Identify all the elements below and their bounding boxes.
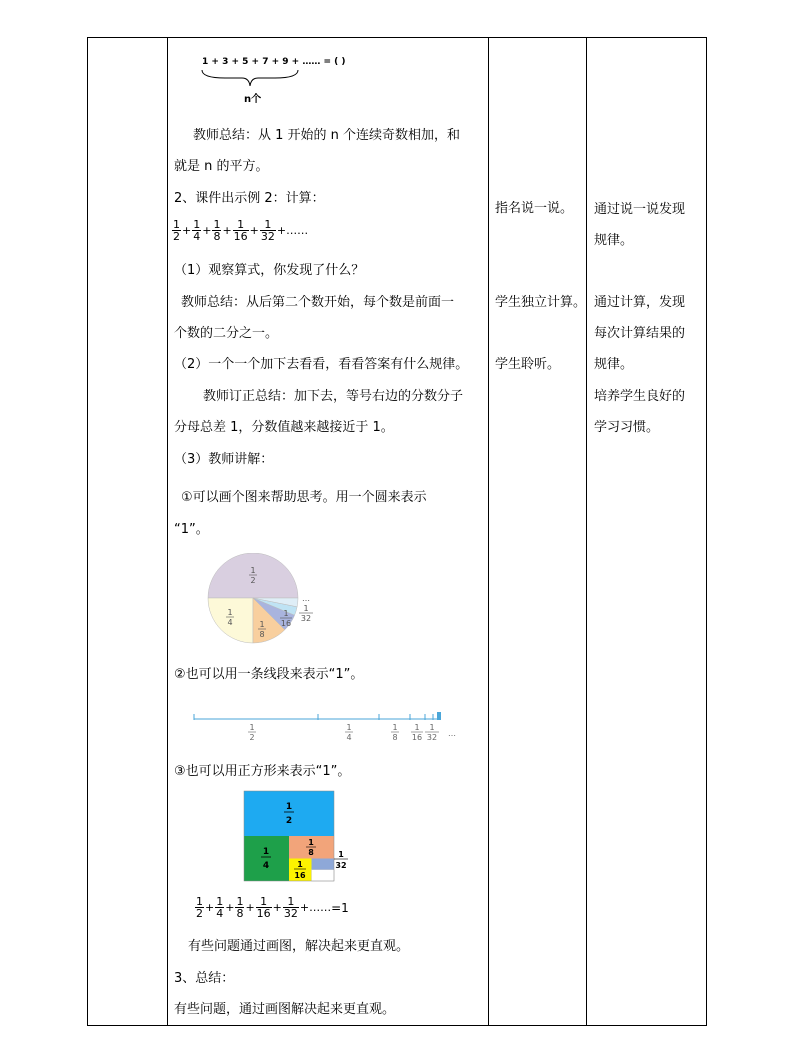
student-activity-2: 学生独立计算。 (495, 295, 587, 310)
square-thirtysecond (312, 859, 335, 870)
summary1-line2: 就是 n 的平方。 (174, 159, 269, 174)
square-quarter (244, 836, 289, 881)
line-text: ②也可以用一条线段来表示“1”。 (174, 667, 364, 682)
series-formula: $\frac{1}{2}$ + $\frac{1}{4}$ + $\frac{1}{8}$ + $\frac{1}{16}$ + $\frac{1}{32}$ +…… (173, 218, 309, 243)
pie-label-half-n: 1 (250, 566, 256, 575)
pie-diagram (196, 553, 326, 648)
intent-1-line1: 通过说一说发现 (594, 202, 686, 217)
segment-label-half-n: 1 (249, 723, 255, 732)
question-1: （1）观察算式，你发现了什么？ (174, 263, 365, 278)
square-label-thirtysecond-n: 1 (338, 850, 344, 859)
series-frac-3: $\frac{1}{16}$ (233, 218, 248, 243)
series-frac-0: $\frac{1}{2}$ (173, 218, 180, 243)
result-frac-2: $\frac{1}{8}$ (236, 895, 244, 920)
segment-label-thirtysecond-d: 32 (426, 733, 438, 742)
result-frac-3: $\frac{1}{16}$ (256, 895, 271, 920)
circle-line1: ①可以画个图来帮助思考。用一个圆来表示 (181, 490, 427, 505)
result-frac-1: $\frac{1}{4}$ (216, 895, 224, 920)
summary2-line2: 个数的二分之一。 (174, 326, 279, 341)
question-3: （3）教师讲解： (174, 452, 274, 467)
square-label-half-n: 1 (285, 802, 293, 812)
table-col-line-2 (488, 37, 489, 1026)
pie-label-quarter-d: 4 (227, 618, 233, 627)
segment-ellipsis: … (448, 729, 456, 738)
segment-label-sixteenth-d: 16 (411, 733, 423, 742)
segment-label-sixteenth-n: 1 (414, 723, 420, 732)
segment-label-eighth-d: 8 (392, 733, 398, 742)
intent-2-line1: 通过计算，发现 (594, 295, 686, 310)
brace-label: n个 (244, 94, 262, 105)
summary3-line1: 教师订正总结：加下去，等号右边的分数分子 (203, 389, 464, 404)
segment-label-quarter-n: 1 (346, 723, 352, 732)
pie-label-thirtysecond-n: 1 (303, 604, 309, 613)
student-activity-3: 学生聆听。 (495, 357, 561, 372)
intent-2-line2: 每次计算结果的 (594, 326, 686, 341)
square-text: ③也可以用正方形来表示“1”。 (174, 764, 351, 779)
result-frac-4: $\frac{1}{32}$ (283, 895, 298, 920)
pie-label-thirtysecond-d: 32 (300, 614, 312, 623)
square-half (244, 791, 334, 836)
square-label-eighth-d: 8 (308, 848, 314, 857)
pie-label-quarter-n: 1 (227, 608, 233, 617)
intent-3-line1: 培养学生良好的 (594, 389, 686, 404)
student-activity-1: 指名说一说。 (495, 201, 574, 216)
table-bottom-border (87, 1025, 707, 1026)
pie-label-sixteenth-n: 1 (283, 609, 289, 618)
pie-label-half-d: 2 (250, 576, 256, 585)
pie-label-sixteenth-d: 16 (280, 619, 292, 628)
series-frac-2: $\frac{1}{8}$ (213, 218, 221, 243)
segment-label-quarter-d: 4 (346, 733, 352, 742)
segment-diagram (190, 708, 460, 748)
summary2-line1: 教师总结：从后第二个数开始，每个数是前面一 (181, 295, 455, 310)
summary-title: 3、总结： (174, 971, 235, 986)
pie-label-eighth-n: 1 (259, 620, 265, 629)
table-top-border (87, 37, 707, 38)
square-label-quarter-d: 4 (262, 861, 270, 871)
question-2: （2）一个一个加下去看看，看看答案有什么规律。 (174, 357, 469, 372)
segment-label-half-d: 2 (249, 733, 255, 742)
table-col-line-0 (87, 37, 88, 1026)
odd-sum-formula: 1 + 3 + 5 + 7 + 9 + …… = ( ) (202, 57, 346, 67)
result-frac-0: $\frac{1}{2}$ (196, 895, 203, 920)
square-label-eighth-n: 1 (308, 838, 314, 847)
summary-final: 有些问题，通过画图解决起来更直观。 (174, 1002, 396, 1017)
square-label-thirtysecond-d: 32 (335, 861, 347, 870)
intent-3-line2: 学习习惯。 (594, 420, 660, 435)
square-label-half-d: 2 (285, 816, 293, 826)
example2-title: 2、课件出示例 2：计算： (174, 191, 325, 206)
brace-under-formula (200, 68, 300, 90)
visual-note: 有些问题通过画图，解决起来更直观。 (188, 939, 410, 954)
intent-2-line3: 规律。 (594, 357, 634, 372)
square-label-sixteenth-d: 16 (294, 871, 306, 880)
table-col-line-3 (586, 37, 587, 1026)
square-label-sixteenth-n: 1 (297, 860, 303, 869)
intent-1-line2: 规律。 (594, 233, 634, 248)
summary3-line2: 分母总差 1，分数值越来越接近于 1。 (174, 420, 394, 435)
pie-ellipsis: … (302, 594, 310, 603)
square-label-quarter-n: 1 (262, 847, 270, 857)
table-col-line-4 (706, 37, 707, 1026)
summary1-line1: 教师总结：从 1 开始的 n 个连续奇数相加，和 (193, 128, 461, 143)
segment-label-thirtysecond-n: 1 (429, 723, 435, 732)
table-col-line-1 (167, 37, 168, 1026)
circle-line2: “1”。 (174, 522, 209, 537)
segment-label-eighth-n: 1 (392, 723, 398, 732)
series-frac-4: $\frac{1}{32}$ (260, 218, 275, 243)
square-diagram (242, 789, 357, 884)
series-result-formula: $\frac{1}{2}$ + $\frac{1}{4}$ + $\frac{1}{8}$ + $\frac{1}{16}$ + $\frac{1}{32}$ +……=1 (196, 895, 349, 920)
series-frac-1: $\frac{1}{4}$ (193, 218, 201, 243)
pie-label-eighth-d: 8 (259, 630, 265, 639)
